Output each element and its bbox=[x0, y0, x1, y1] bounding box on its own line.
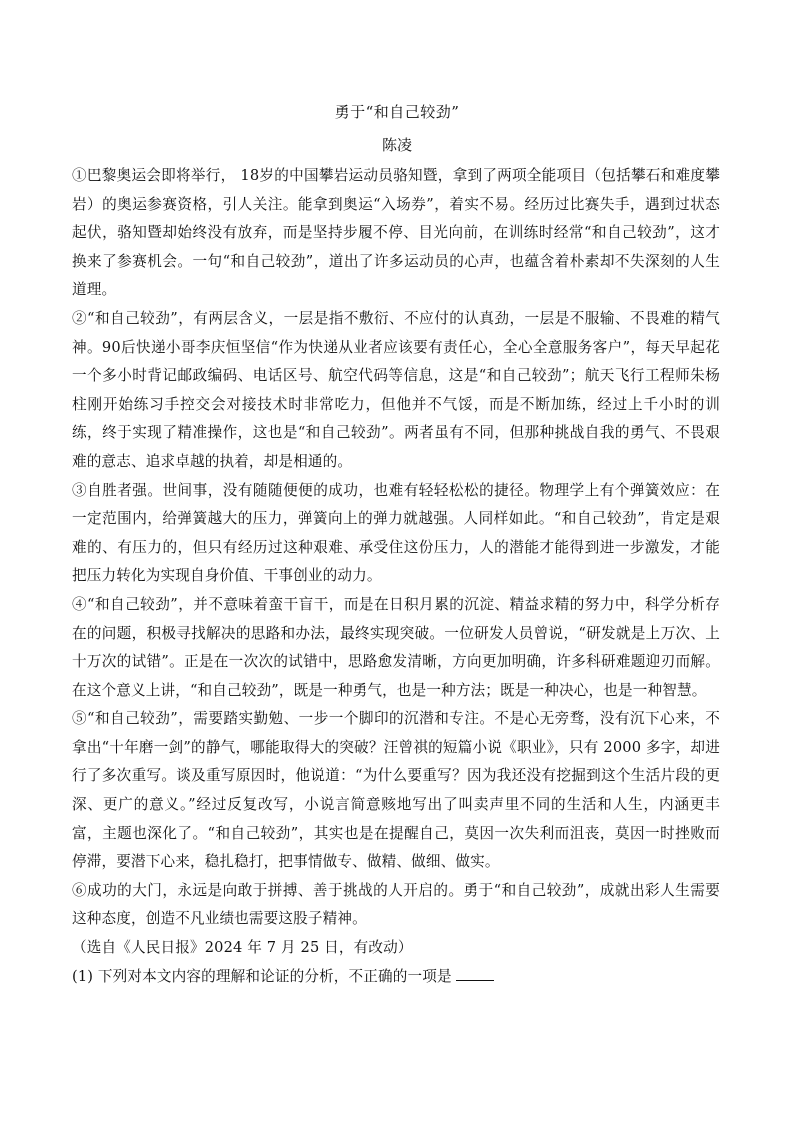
source-note: （选自《人民日报》2024 年 7 月 25 日，有改动） bbox=[72, 939, 413, 957]
paragraph-5: ⑤“和自己较劲”，需要踏实勤勉、一步一个脚印的沉潜和专注。不是心无旁骛，没有沉下心来，不拿出“十年磨一剑”的静气，哪能取得大的突破？汪曾祺的短篇小说《职业》，只有 2000 多字，却进行了多次重写。谈及重写原因时，他说道：“为什么要重写？因为我还没有挖掘到这个生活片段的更深、更广的意义。”经过反复改写，小说言简意赅地写出了叫卖声里不同的生活和人生，内涵更丰富，主题也深化了。“和自己较劲”，其实也是在提醒自己，莫因一次失利而沮丧，莫因一时挫败而停滞，要潜下心来，稳扎稳打，把事情做专、做精、做细、做实。 bbox=[72, 710, 720, 871]
answer-blank[interactable] bbox=[456, 966, 494, 981]
article-author: 陈凌 bbox=[381, 136, 412, 154]
question-text: (1) 下列对本文内容的理解和论证的分析，不正确的一项是 bbox=[72, 967, 452, 985]
article-body bbox=[72, 162, 720, 991]
paragraph-4: ④“和自己较劲”，并不意味着蛮干盲干，而是在日积月累的沉淀、精益求精的努力中，科学分析存在的问题，积极寻找解决的思路和办法，最终实现突破。一位研发人员曾说，“研发就是上万次、上十万次的试错”。正是在一次次的试错中，思路愈发清晰，方向更加明确，许多科研难题迎刃而解。在这个意义上讲，“和自己较劲”，既是一种勇气，也是一种方法；既是一种决心，也是一种智慧。 bbox=[72, 595, 720, 699]
paragraph-1: ①巴黎奥运会即将举行， 18岁的中国攀岩运动员骆知暨，拿到了两项全能项目（包括攀石和难度攀岩）的奥运参赛资格，引人关注。能拿到奥运“入场券”，着实不易。经历过比赛失手，遇到过状态起伏，骆知暨却始终没有放弃，而是坚持步履不停、目光向前，在训练时经常“和自己较劲”，这才换来了参赛机会。一句“和自己较劲”，道出了许多运动员的心声，也蕴含着朴素却不失深刻的人生道理。 bbox=[72, 167, 720, 299]
paragraph-6: ⑥成功的大门，永远是向敢于拼搏、善于挑战的人开启的。勇于“和自己较劲”，成就出彩人生需要这种态度，创造不凡业绩也需要这股子精神。 bbox=[72, 881, 720, 928]
paragraph-3: ③自胜者强。世间事，没有随随便便的成功，也难有轻轻松松的捷径。物理学上有个弹簧效应：在一定范围内，给弹簧越大的压力，弹簧向上的弹力就越强。人同样如此。“和自己较劲”，肯定是艰难的、有压力的，但只有经历过这种艰难、承受住这份压力，人的潜能才能得到进一步激发，才能把压力转化为实现自身价值、干事创业的动力。 bbox=[72, 481, 720, 585]
question-1 bbox=[72, 963, 720, 992]
paragraph-2: ②“和自己较劲”，有两层含义，一层是指不敷衍、不应付的认真劲，一层是不服输、不畏难的精气神。90后快递小哥李庆恒坚信“作为快递从业者应该要有责任心，全心全意服务客户”，每天早起花一个多小时背记邮政编码、电话区号、航空代码等信息，这是“和自己较劲”；航天飞行工程师朱杨柱刚开始练习手控交会对接技术时非常吃力，但他并不气馁，而是不断加练，经过上千小时的训练，终于实现了精准操作，这也是“和自己较劲”。两者虽有不同，但那种挑战自我的勇气、不畏艰难的意志、追求卓越的执着，却是相通的。 bbox=[72, 309, 720, 470]
article-title: 勇于“和自己较劲” bbox=[334, 103, 460, 121]
